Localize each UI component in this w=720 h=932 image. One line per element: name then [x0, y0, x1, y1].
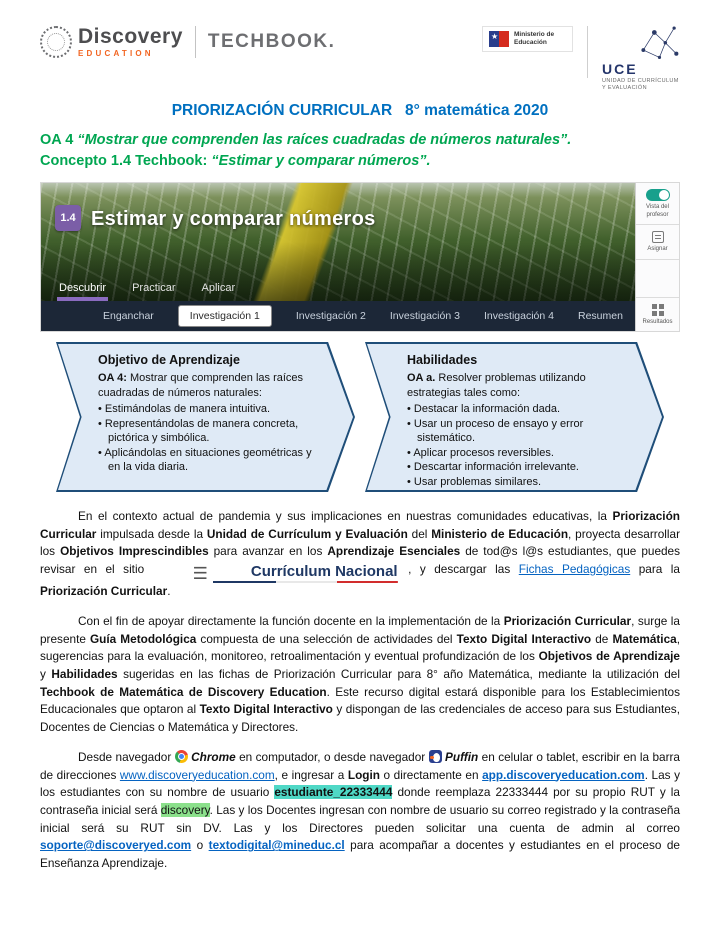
- text-run: Mostrar que comprenden las raíces cuadradas de números naturales:: [98, 372, 304, 399]
- objective-callout-lead: [98, 371, 321, 400]
- mineduc-logo: [482, 26, 573, 52]
- text-run: Techbook de Matemática de Discovery Education: [40, 684, 327, 699]
- text-run: Objetivos de Aprendizaje: [538, 649, 680, 664]
- curriculum-nacional-logo[interactable]: [155, 564, 398, 584]
- student-username: estudiante_22333444: [274, 785, 393, 800]
- bullet-item: • Estimándolas de manera intuitiva.: [98, 402, 321, 417]
- text-run: donde reemplaza 22333444 por su propio RUT y la contraseña inicial será: [40, 785, 680, 817]
- text-run: en celular o tablet, escribir en la barra de direcciones: [40, 749, 680, 782]
- chile-crest-icon: ★: [489, 31, 509, 47]
- text-run: .: [167, 584, 171, 599]
- text-run: Objetivos Imprescindibles: [60, 544, 209, 559]
- investigation-navbar: [41, 301, 635, 331]
- text-run: de: [591, 631, 613, 646]
- tab-practicar[interactable]: Practicar: [132, 282, 176, 295]
- text-run: Guía Metodológica: [90, 631, 197, 646]
- chrome-icon: [175, 750, 188, 763]
- text-run: En el contexto actual de pandemia y sus implicaciones en nuestras comunidades educativas, la: [78, 509, 613, 524]
- text-run: y: [40, 667, 52, 682]
- assign-section: [636, 225, 679, 260]
- curriculum-nacional-label: Currículum Nacional: [213, 564, 398, 584]
- paragraph-access: [40, 749, 680, 873]
- text-run: Desde navegador: [78, 749, 175, 764]
- text-run: y dispongan de las credenciales de acceso para sus Estudiantes, Docentes de Ciencias o Matemática y Directores.: [40, 702, 680, 735]
- text-run: para acompañar a docentes y estudiantes en el proceso de Enseñanza Aprendizaje.: [40, 838, 680, 870]
- tab-aplicar[interactable]: Aplicar: [201, 282, 236, 295]
- text-run: Unidad de Currículum y Evaluación: [206, 526, 408, 541]
- text-run: impulsada desde la: [96, 526, 207, 541]
- discoveryeducation-link[interactable]: www.discoveryeducation.com: [119, 767, 275, 782]
- text-run: , surge la presente: [40, 614, 680, 646]
- oa-heading-line2: [40, 151, 680, 172]
- text-run: compuesta de una selección de actividades del: [196, 631, 457, 646]
- subtab-investigacion-2[interactable]: Investigación 2: [295, 310, 366, 323]
- assign-icon: [652, 231, 664, 243]
- text-run: , sugerencias para la evaluación, monitoreo, retroalimentación y eventual profundización de los: [40, 631, 680, 664]
- subtab-investigacion-4[interactable]: Investigación 4: [483, 310, 554, 323]
- text-run: Con el fin de apoyar directamente la función docente en la implementación de la: [78, 614, 504, 629]
- text-run: Concepto 1.4 Techbook:: [40, 153, 212, 170]
- text-run: OA 4:: [98, 372, 127, 385]
- oa-heading: [40, 130, 680, 172]
- text-run: Chrome: [187, 749, 236, 764]
- discovery-globe-icon: [40, 26, 72, 58]
- uce-sublabel: UNIDAD DE CURRÍCULUM Y EVALUACIÓN: [602, 78, 679, 92]
- education-wordmark: EDUCATION: [78, 49, 154, 58]
- concept-number-badge: 1.4: [55, 205, 81, 231]
- bullet-item: • Usar un proceso de ensayo y error sistemático.: [407, 417, 630, 446]
- teacher-rail: [635, 183, 679, 331]
- callouts: [56, 342, 664, 492]
- paragraph-context: [40, 508, 680, 601]
- text-run: Texto Digital Interactivo: [199, 702, 333, 717]
- text-run: , proyecta desarrollar los: [40, 526, 680, 559]
- text-run: OA 4: [40, 132, 78, 148]
- text-run: Priorización Curricular: [40, 509, 680, 541]
- text-run: Texto Digital Interactivo: [456, 631, 592, 646]
- text-run: Matemática: [612, 631, 677, 646]
- concept-title: Estimar y comparar números: [91, 208, 376, 231]
- text-run: OA a.: [407, 372, 436, 385]
- text-run: Habilidades: [51, 667, 118, 682]
- text-run: “Mostrar que comprenden las raíces cuadradas de números naturales”.: [77, 132, 572, 148]
- paragraph-guia: [40, 613, 680, 737]
- menu-icon: ☰: [192, 564, 208, 584]
- text-run: Priorización Curricular: [503, 614, 632, 629]
- mineduc-label: Ministerio de Educación: [514, 31, 555, 47]
- oa-heading-line1: [40, 130, 680, 151]
- skills-callout-bullets: [407, 402, 630, 489]
- puffin-icon: [429, 750, 442, 763]
- gov-logos: [482, 26, 680, 92]
- text-run: Ministerio de Educación: [431, 526, 569, 541]
- results-icon: [652, 304, 664, 316]
- bullet-item: • Destacar la información dada.: [407, 402, 630, 417]
- textodigital-email-link[interactable]: textodigital@mineduc.cl: [208, 838, 345, 853]
- discovery-wordmark: Discovery: [78, 25, 183, 48]
- text-run: Resolver problemas utilizando estrategias tales como:: [407, 372, 586, 399]
- subtab-investigacion-3[interactable]: Investigación 3: [389, 310, 460, 323]
- tab-descubrir[interactable]: Descubrir: [57, 278, 108, 301]
- uce-divider: [587, 26, 588, 78]
- discovery-education-logo: [40, 26, 335, 58]
- text-run: , e ingresar a: [274, 767, 348, 782]
- text-run: en computador, o desde navegador: [235, 749, 429, 764]
- teacher-view-section: [636, 183, 679, 225]
- initial-password: discovery: [160, 802, 210, 817]
- app-discoveryeducation-link[interactable]: app.discoveryeducation.com: [482, 767, 645, 782]
- objective-callout: [56, 342, 355, 492]
- body-text: [40, 508, 680, 873]
- skills-callout: [365, 342, 664, 492]
- brand-divider: [195, 26, 196, 58]
- text-run: . Este recurso digital estará disponible para los Establecimientos Educacionales que optaron al: [40, 684, 680, 717]
- techbook-wordmark: TECHBOOK.: [207, 31, 336, 52]
- text-run: o: [191, 838, 209, 853]
- techbook-screenshot: [40, 182, 680, 332]
- techbook-tabs: [57, 278, 237, 301]
- bullet-item: • Representándolas de manera concreta, pictórica y simbólica.: [98, 417, 321, 446]
- subtab-investigacion-1[interactable]: Investigación 1: [178, 305, 272, 327]
- subtab-resumen[interactable]: Resumen: [577, 310, 623, 323]
- text-run: . Las y los estudiantes con su nombre de usuario: [40, 767, 680, 800]
- concept-banner-image: [41, 183, 635, 301]
- bullet-item: • Usar problemas similares.: [407, 475, 630, 490]
- assign-label[interactable]: Asignar: [647, 246, 668, 253]
- skills-callout-title: Habilidades: [407, 353, 478, 368]
- teacher-view-label: Vista del profesor: [646, 204, 669, 218]
- text-run: para avanzar en los: [208, 544, 328, 559]
- soporte-email-link[interactable]: soporte@discoveryed.com: [40, 838, 192, 853]
- text-run: Aprendizaje Esenciales: [327, 544, 461, 559]
- objective-callout-title: Objetivo de Aprendizaje: [98, 353, 240, 368]
- text-run: , y descargar las: [399, 562, 519, 577]
- results-label[interactable]: Resultados: [642, 318, 673, 325]
- results-section: [636, 297, 679, 332]
- subtab-enganchar[interactable]: Enganchar: [103, 310, 154, 323]
- text-run: de tod@s l@s estudiantes, que puedes revisar en el sitio: [40, 544, 681, 577]
- uce-constellation-icon: [636, 22, 680, 62]
- text-run: o directamente en: [380, 767, 483, 782]
- objective-callout-bullets: [98, 402, 321, 475]
- text-run: Priorización Curricular: [40, 584, 168, 599]
- text-run: “Estimar y comparar números”.: [211, 153, 431, 170]
- bullet-item: • Aplicar procesos reversibles.: [407, 446, 630, 461]
- text-run: del: [407, 526, 432, 541]
- fichas-pedagogicas-link[interactable]: Fichas Pedagógicas: [518, 562, 631, 577]
- uce-wordmark: UCE: [602, 61, 638, 77]
- text-run: sugeridas en las fichas de Priorización Curricular para 8° año Matemática, mediante la utilización del: [117, 667, 680, 682]
- bullet-item: • Aplicándolas en situaciones geométricas y en la vida diaria.: [98, 446, 321, 475]
- page-title: PRIORIZACIÓN CURRICULAR 8° matemática 2020: [171, 102, 549, 119]
- bullet-item: • Descartar información irrelevante.: [407, 460, 630, 475]
- header: [40, 25, 680, 92]
- teacher-view-toggle[interactable]: [646, 189, 670, 201]
- text-run: . Las y los Docentes ingresan con nombre de usuario su correo registrado y la contraseña inicial será su RUT sin DV. Las y los Directores pueden solicitar una cuenta de admin al correo: [40, 802, 681, 835]
- text-run: para la: [630, 562, 680, 577]
- uce-logo: [602, 26, 680, 92]
- text-run: Login: [347, 767, 380, 782]
- text-run: Puffin: [441, 749, 479, 764]
- skills-callout-lead: [407, 371, 630, 400]
